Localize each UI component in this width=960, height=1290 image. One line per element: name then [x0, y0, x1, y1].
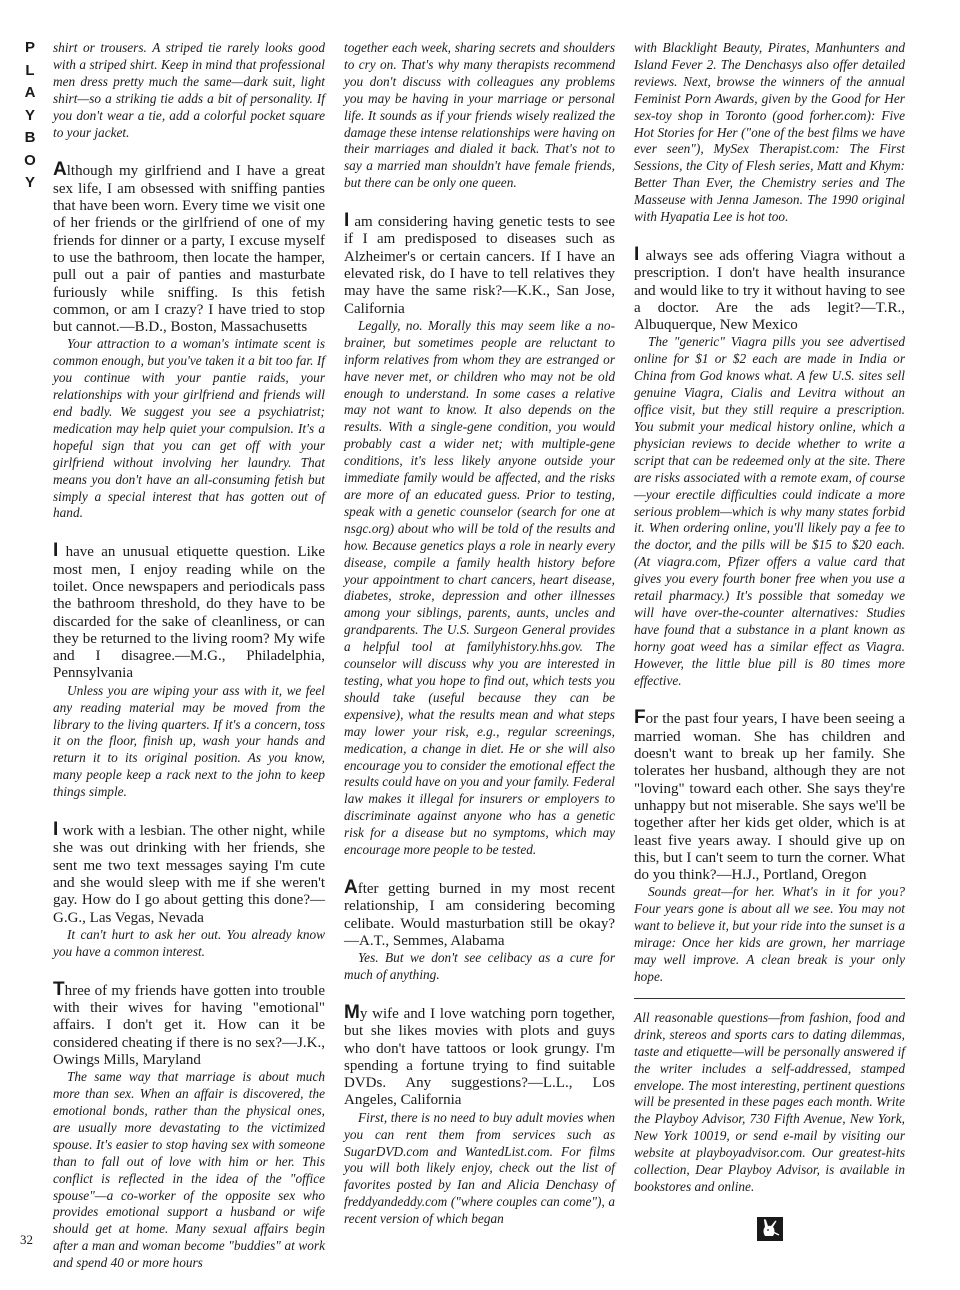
answer-emotional-affairs: The same way that marriage is about much more than sex. When an affair is discovered, the emotional bonds, rather than the physical ones, are usually more devastating to the victimized spouse. It's easier to stop having sex with someone than to fall out of love with him or her. This conflict is reflected in the idea of the "office spouse"—a co-worker of the opposite sex who provides emotional support a husband or wife should get at home. Many sexual affairs begin after a man and woman become "buddies" at work and spend 40 or more hours — [53, 1069, 325, 1271]
answer-etiquette: Unless you are wiping your ass with it, we feel any reading material may be moved from the library to the living quarters. If it's a concern, toss it on the floor, finish up, wash your hands and return it to its original position. As you know, many people keep a rack next to the john to keep things simple. — [53, 682, 325, 800]
answer-emotional-affairs-continued: together each week, sharing secrets and shoulders to cry on. That's why many therapists recommend you don't discuss with colleagues any problems you may be having in your marriage or personal life. It sounds as if your friends wisely realized the damage these intense relationships were having on their marriages and dialed it back. That's not to say a married man shouldn't have female friends, but there can be only one queen. — [344, 40, 615, 191]
column-1 — [53, 40, 325, 1272]
answer-continued: shirt or trousers. A striped tie rarely looks good with a striped shirt. Keep in mind that professional men dress pretty much the same—dark suit, light shirt—so a striking tie adds a bit of personality. If you don't wear a tie, add a colorful pocket square to your jacket. — [53, 40, 325, 140]
masthead-letter: L — [25, 61, 35, 79]
masthead-letter: A — [24, 84, 36, 101]
column-3 — [634, 40, 905, 1196]
answer-celibacy: Yes. But we don't see celibacy as a cure for much of anything. — [344, 950, 615, 983]
answer-porn-continued: with Blacklight Beauty, Pirates, Manhunters and Island Fever 2. The Denchasys also offer detailed reviews. Next, browse the winners of the annual Feminist Porn Awards, given by the Good for Her sex-toy shop in Toronto (good forher.com): Five Hot Stories for Her ("one of the best films we have ever seen"), MySex Therapist.com: The First Sessions, the City of Flesh series, Matt and Khym: Better Than Ever, the Chemistry series and The Masseuse with Jenna Jameson. The 1990 original with Hyapatia Lee is hot too. — [634, 40, 905, 225]
answer-fetish: Your attraction to a woman's intimate scent is common enough, but you've taken it a bit too far. If you continue with your pantie raids, your relationships with your girlfriend and friends will end badly. We suggest you see a psychiatrist; medication may help quiet your compulsion. It's a hopeful sign that you can get off with your girlfriend without involving her laundry. That means you don't have an all-consuming fetish but simply a special interest that has gotten out of hand. — [53, 336, 325, 521]
masthead-letter: Y — [24, 174, 35, 191]
drop-cap: A — [53, 159, 67, 181]
masthead-letter: Y — [24, 106, 35, 124]
masthead-letter: O — [24, 151, 36, 169]
question-porn: My wife and I love watching porn together, but she likes movies with plots and guys who don't have tattoos or look grungy. I'm spending a fortune trying to find suitable DVDs. Any suggestions?—L.L., Los Angeles, California — [344, 1001, 615, 1109]
question-lesbian: I work with a lesbian. The other night, while she was out drinking with her friends, she sent me two text messages saying I'm cute and she would sleep with me if she weren't gay. How do I go about getting this done?—G.G., Las Vegas, Nevada — [53, 819, 325, 926]
answer-genetic-tests: Legally, no. Morally this may seem like a no-brainer, but sometimes people are reluctant to inform relatives from whom they are estranged or have never met, or children who may not be old enough to understand. In some cases a relative may not want to know. It also depends on the results. With a single-gene condition, you would probably cast a wider net; with multiple-gene conditions, it's less likely anyone outside your immediate family would be affected, and the risks are more of an educated guess. Prior to testing, speak with a genetic counselor (search for one at nsgc.org) about who will be told of the results and how. Because genetics plays a role in nearly every disease, compile a family health history before your appointment to chart cancers, heart disease, diabetes, stroke, depression and other illnesses among your siblings, parents, aunts, uncles and grandparents. The U.S. Surgeon General provides a helpful tool at familyhistory.hhs.gov. The counselor will discuss why you are interested in testing, what you hope to find out, which tests you should take (useful because they can be expensive), what the results mean and what steps may lower your risk, e.g., regular screenings, medication, a change in diet. He or she will also encourage you to consider the emotional effect the results could have on you and your family. Federal law makes it illegal for insurers or employers to discriminate against anyone who has a genetic risk for a disease but no symptoms, which may encourage more people to be tested. — [344, 317, 615, 858]
drop-cap: M — [344, 1001, 360, 1023]
masthead-letter: B — [24, 129, 36, 146]
drop-cap: I — [53, 819, 59, 841]
answer-married-woman: Sounds great—for her. What's in it for you? Four years gone is about all we see. You may not want to believe it, but your ride into the sunset is a mirage: Once her kids are grown, her marriage may well improve. A clean break is your only hope. — [634, 884, 905, 984]
column-2 — [344, 40, 615, 1228]
question-fetish: Although my girlfriend and I have a great sex life, I am obsessed with sniffing panties that have been worn. Every time we visit one of her friends or the girlfriend of one of my friends for dinner or a party, I excuse myself to use the bathroom, then locate the hamper, pull out a pair of panties and masturbate furiously while sniffing. Is this fetish common, or am I crazy? I have tried to stop but cannot.—B.D., Boston, Massachusetts — [53, 159, 325, 336]
question-emotional-affairs: Three of my friends have gotten into trouble with their wives for having "emotional" affairs. I don't get it. How can it be considered cheating if there is no sex?—J.K., Owings Mills, Maryland — [53, 978, 325, 1068]
rabbit-head-icon-graphic — [757, 1217, 783, 1241]
magazine-masthead — [19, 40, 41, 198]
drop-cap: I — [634, 243, 640, 265]
question-genetic-tests: I am considering having genetic tests to see if I am predisposed to diseases such as Alzheimer's or certain cancers. If I have an elevated risk, do I have to tell relatives they may have the same risk?—K.K., San Jose, California — [344, 210, 615, 317]
drop-cap: I — [344, 210, 350, 232]
drop-cap: I — [53, 540, 59, 562]
answer-viagra: The "generic" Viagra pills you see advertised online for $1 or $2 each are made in India or China from God knows what. A few U.S. sites sell genuine Viagra, Cialis and Levitra without an office visit, but they still require a prescription. You submit your medical history online, which a physician reviews to decide whether to write a script that can be redeemed only at the site. There are risks associated with a remote exam, of course—your erectile difficulties could indicate a more serious problem—which is why many states forbid it. When ordering online, you'll likely pay a fee to the doctor, and the pills will be $15 to $20 each. (At viagra.com, Pfizer offers a value card that gives you every fourth boner free when you use a retail pharmacy.) It's possible that someday we will have over-the-counter alternatives: Studies have found that a substance in a plant known as horny goat weed has a similar effect as Viagra. However, the little blue pill is 80 times more effective. — [634, 334, 905, 688]
drop-cap: A — [344, 876, 358, 898]
question-celibacy: After getting burned in my most recent relationship, I am considering becoming celibate. Would masturbation still be okay?—A.T., Semmes, Alabama — [344, 876, 615, 949]
masthead-letter: P — [24, 39, 35, 56]
answer-lesbian: It can't hurt to ask her out. You already know you have a common interest. — [53, 926, 325, 959]
page-number: 32 — [20, 1232, 33, 1247]
question-married-woman: For the past four years, I have been seeing a married woman. She has children and doesn't want to break up her family. She tolerates her husband, although they are not "loving" toward each other. She says they're unhappy but not miserable. She says we'll be together after her kids get older, which is at least five years away. I should give up on this, but I can't seem to turn the corner. What do you think?—H.J., Portland, Oregon — [634, 707, 905, 884]
answer-porn: First, there is no need to buy adult movies when you can rent them from services such as SugarDVD.com and WantedList.com. For films you will both likely enjoy, check out the list of favorites posted by Ian and Alicia Denchasy of freddyandeddy.com ("where couples can come"), a recent version of which began — [344, 1109, 615, 1227]
submission-info: All reasonable questions—from fashion, food and drink, stereos and sports cars to dating dilemmas, taste and etiquette—will be personally answered if the writer includes a self-addressed, stamped envelope. The most interesting, pertinent questions will be presented in these pages each month. Write the Playboy Advisor, 730 Fifth Avenue, New York, New York 10019, or send e-mail by visiting our website at playboyadvisor.com. Our greatest-hits collection, Dear Playboy Advisor, is available in bookstores and online. — [634, 1009, 905, 1194]
divider — [634, 998, 905, 999]
drop-cap: T — [53, 978, 65, 1000]
drop-cap: F — [634, 707, 646, 729]
question-etiquette: I have an unusual etiquette question. Like most men, I enjoy reading while on the toilet. Once newspapers and periodicals pass the bathroom threshold, do they have to be discarded for the sake of cleanliness, or can they be returned to the living room? My wife and I disagree.—M.G., Philadelphia, Pennsylvania — [53, 540, 325, 682]
question-viagra: I always see ads offering Viagra without a prescription. I don't have health insurance and would like to try it without having to see a doctor. Are the ads legit?—T.R., Albuquerque, New Mexico — [634, 243, 905, 334]
rabbit-head-icon — [757, 1217, 783, 1246]
